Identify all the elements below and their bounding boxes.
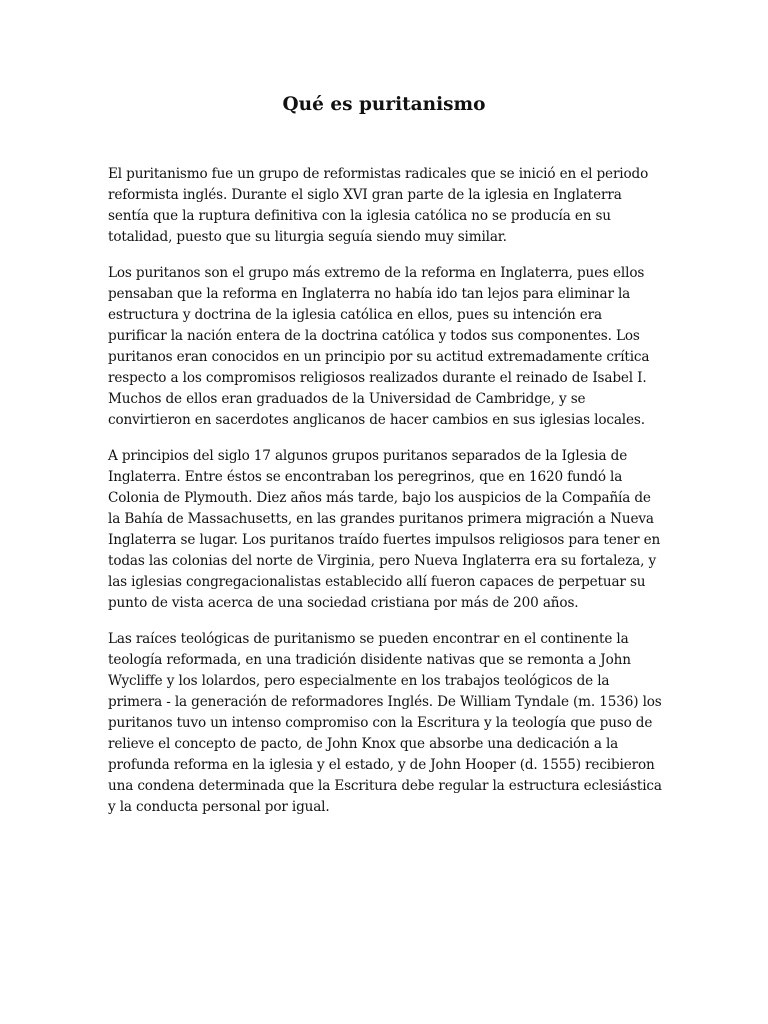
paragraph-1: El puritanismo fue un grupo de reformistas radicales que se inició en el periodo reformista inglés. Durante el siglo XVI gran parte de la iglesia en Inglaterra sentía que la ruptura definitiva con la iglesia católica no se producía en su totalidad, puesto que su liturgia seguía siendo muy similar.: [108, 166, 649, 245]
paragraph-3: A principios del siglo 17 algunos grupos puritanos separados de la Iglesia de Inglaterra. Entre éstos se encontraban los peregrinos, que en 1620 fundó la Colonia de Plymouth. Diez años más tarde, bajo los auspicios de la Compañía de la Bahía de Massachusetts, en las grandes puritanos primera migración a Nueva Inglaterra se lugar. Los puritanos traído fuertes impulsos religiosos para tener en todas las colonias del norte de Virginia, pero Nueva Inglaterra era su fortaleza, y las iglesias congregacionalistas establecido allí fueron capaces de perpetuar su punto de vista acerca de una sociedad cristiana por más de 200 años.: [108, 448, 661, 611]
paragraph-4: Las raíces teológicas de puritanismo se pueden encontrar en el continente la teología reformada, en una tradición disidente nativas que se remonta a John Wycliffe y los lolardos, pero especialmente en los trabajos teológicos de la primera - la generación de reformadores Inglés. De William Tyndale (m. 1536) los puritanos tuvo un intenso compromiso con la Escritura y la teología que puso de relieve el concepto de pacto, de John Knox que absorbe una dedicación a la profunda reforma en la iglesia y el estado, y de John Hooper (d. 1555) recibieron una condena determinada que la Escritura debe regular la estructura eclesiástica y la conducta personal por igual.: [108, 631, 662, 815]
document-title: Qué es puritanismo: [282, 94, 486, 115]
document-body: [108, 164, 664, 833]
paragraph-2: Los puritanos son el grupo más extremo de la reforma en Inglaterra, pues ellos pensaban que la reforma en Inglaterra no había ido tan lejos para eliminar la estructura y doctrina de la iglesia católica en ellos, pues su intención era purificar la nación entera de la doctrina católica y todos sus componentes. Los puritanos eran conocidos en un principio por su actitud extremadamente crítica respecto a los compromisos religiosos realizados durante el reinado de Isabel I. Muchos de ellos eran graduados de la Universidad de Cambridge, y se convirtieron en sacerdotes anglicanos de hacer cambios en sus iglesias locales.: [108, 265, 650, 428]
